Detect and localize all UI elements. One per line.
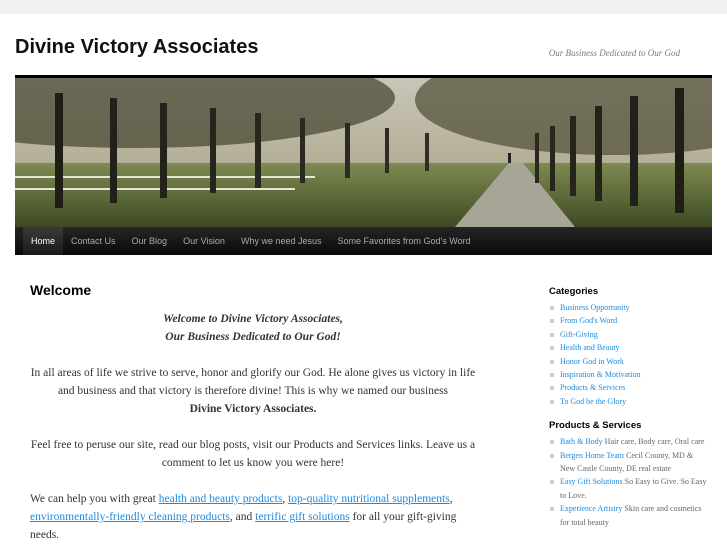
- product-link[interactable]: Bath & Body: [560, 437, 603, 447]
- category-item: [549, 368, 709, 381]
- help-suffix: for all your gift-giving needs.: [30, 511, 457, 541]
- bullet-square-icon: [550, 440, 554, 444]
- nav-item-home[interactable]: Home: [23, 227, 63, 255]
- help-and: and: [235, 511, 253, 523]
- category-link[interactable]: Products & Services: [560, 383, 626, 393]
- product-link[interactable]: Experience Artistry: [560, 504, 623, 514]
- bullet-square-icon: [550, 400, 554, 404]
- link-cleaning-products[interactable]: environmentally-friendly cleaning products: [30, 511, 230, 523]
- product-item: [549, 502, 709, 529]
- category-item: [549, 381, 709, 394]
- intro-line-1: Welcome to Divine Victory Associates,: [163, 313, 343, 325]
- page: [0, 14, 727, 545]
- product-link[interactable]: Easy Gift Solutions: [560, 477, 623, 487]
- product-link[interactable]: Bergen Home Team: [560, 450, 625, 460]
- nav-item-favorites-gods-word[interactable]: Some Favorites from God's Word: [337, 236, 471, 246]
- category-item: [549, 395, 709, 408]
- bullet-square-icon: [550, 319, 554, 323]
- bullet-square-icon: [550, 373, 554, 377]
- categories-title: Categories: [549, 286, 599, 297]
- product-description: Hair care, Body care, Oral care: [604, 437, 705, 447]
- product-description: Cecil County, MD & New Castle County, DE real estate: [560, 450, 694, 474]
- category-item: [549, 355, 709, 368]
- bullet-square-icon: [550, 333, 554, 337]
- main-content: [30, 282, 476, 544]
- site-title[interactable]: Divine Victory Associates: [15, 36, 259, 58]
- products-services-title: Products & Services: [549, 420, 642, 432]
- header-banner-image: [15, 78, 712, 227]
- category-link[interactable]: Business Opportunity: [560, 303, 630, 312]
- product-description: So Easy to Give. So Easy to Love.: [560, 477, 707, 500]
- nav-item-our-vision[interactable]: Our Vision: [183, 236, 225, 246]
- nav-item-our-blog[interactable]: Our Blog: [131, 236, 168, 246]
- product-item: [549, 475, 709, 502]
- intro-line-2: Our Business Dedicated to Our God!: [165, 331, 341, 343]
- products-services-widget: [549, 420, 709, 529]
- help-prefix: We can help you with great: [30, 493, 156, 505]
- business-name-bold: Divine Victory Associates.: [189, 403, 317, 415]
- paragraph-mission: [30, 364, 476, 418]
- paragraph-mission-text: In all areas of life we strive to serve, honor and glorify our God. He alone gives us victory in life and business and that victory is therefore divine! This is why we named our business: [30, 367, 476, 397]
- category-item: [549, 341, 709, 354]
- category-item: [549, 314, 709, 327]
- bullet-square-icon: [550, 480, 554, 484]
- site-description: Our Business Dedicated to Our God: [548, 48, 680, 58]
- category-link[interactable]: Inspiration & Motivation: [560, 370, 641, 380]
- link-nutritional-supplements[interactable]: top-quality nutritional supplements: [288, 493, 450, 505]
- bullet-square-icon: [550, 507, 554, 511]
- category-item: [549, 328, 709, 341]
- paragraph-help: We can help you with great health and beauty products, top-quality nutritional supplements, environmentally-friendly cleaning products, and terrific gift solutions for all your gift-giving needs.: [30, 493, 457, 541]
- bullet-square-icon: [550, 386, 554, 390]
- category-link[interactable]: Health and Beauty: [560, 343, 620, 353]
- bullet-square-icon: [550, 454, 554, 458]
- categories-widget: [549, 286, 709, 408]
- link-gift-solutions[interactable]: terrific gift solutions: [255, 511, 350, 523]
- bullet-square-icon: [550, 346, 554, 350]
- sidebar: [549, 286, 709, 529]
- product-item: [549, 435, 709, 448]
- bullet-square-icon: [550, 360, 554, 364]
- product-item: [549, 449, 709, 476]
- category-link[interactable]: Gift-Giving: [560, 329, 598, 339]
- nav-item-why-we-need-jesus[interactable]: Why we need Jesus: [240, 236, 322, 246]
- nav-item-contact-us[interactable]: Contact Us: [71, 236, 116, 246]
- intro-heading: [30, 310, 476, 346]
- category-item: [549, 301, 709, 314]
- link-health-beauty[interactable]: health and beauty products: [158, 493, 283, 505]
- page-title: Welcome: [30, 282, 92, 298]
- bullet-square-icon: [550, 306, 554, 310]
- category-link[interactable]: Honor God in Work: [560, 356, 624, 366]
- category-link[interactable]: From God's Word: [560, 316, 618, 326]
- product-description: Skin care and cosmetics for total beauty: [560, 504, 702, 527]
- category-link[interactable]: To God be the Glory: [560, 396, 627, 406]
- paragraph-invite: Feel free to peruse our site, read our blog posts, visit our Products and Services links. Leave us a comment to let us know you were here!: [30, 439, 476, 469]
- main-navigation: [15, 227, 712, 255]
